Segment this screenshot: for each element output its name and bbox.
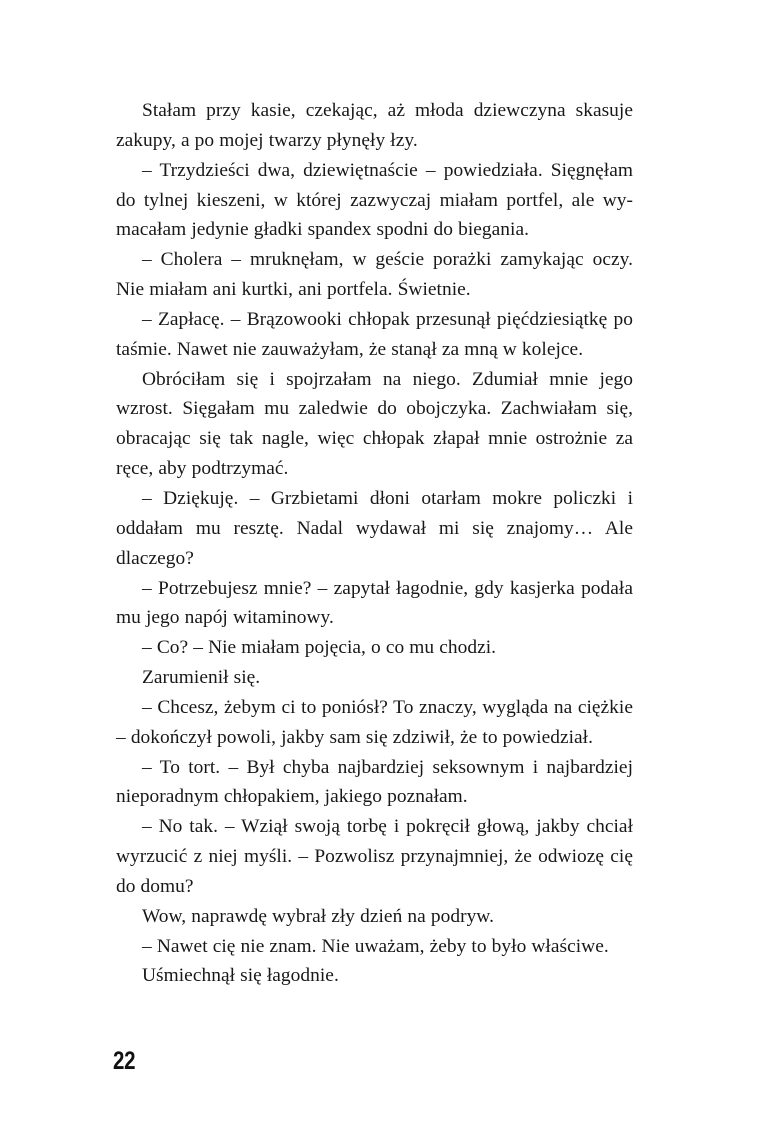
paragraph: Stałam przy kasie, czekając, aż młoda dziewczyna skasuje zakupy, a po mojej twarzy płynęły łzy. [116, 100, 633, 151]
paragraph: – Cholera – mruknęłam, w geście porażki zamykając oczy. Nie miałam ani kurtki, ani portfela. Świetnie. [116, 249, 633, 301]
paragraph: Zarumienił się. [142, 667, 261, 689]
paragraph: – Potrzebujesz mnie? – zapytał łagodnie, gdy kasjerka podała mu jego napój witaminowy. [116, 577, 633, 629]
paragraph: Obróciłam się i spojrzałam na niego. Zdumiał mnie jego wzrost. Sięgałam mu zaledwie do obojczyka. Zachwiałam się, obracając się tak nagle, więc chłopak złapał mnie ostrożnie za ręce, aby podtrzymać. [116, 368, 633, 480]
paragraph: – No tak. – Wziął swoją torbę i pokręcił głową, jakby chciał wyrzucić z niej myśli. – Pozwolisz przynajmniej, że odwiozę cię do domu? [116, 816, 633, 897]
page-number: 22 [113, 1047, 136, 1075]
body-text-block [116, 96, 633, 991]
paragraph: – Dziękuję. – Grzbietami dłoni otarłam mokre policzki i oddałam mu resztę. Nadal wydawał mi się znajomy… Ale dlaczego? [116, 487, 633, 569]
paragraph: – Co? – Nie miałam pojęcia, o co mu chodzi. [142, 637, 497, 659]
paragraph: – Nawet cię nie znam. Nie uważam, żeby to było właściwe. [142, 935, 609, 957]
paragraph: Uśmiechnął się łagodnie. [142, 965, 339, 987]
paragraph: – Trzydzieści dwa, dziewiętnaście – powiedziała. Sięgnęłam do tylnej kieszeni, w której zazwyczaj miałam portfel, ale wymacałam jedynie gładki spandex spodni do biegania. [116, 159, 633, 241]
paragraph: Wow, naprawdę wybrał zły dzień na podryw. [142, 905, 494, 927]
paragraph: – To tort. – Był chyba najbardziej seksownym i najbardziej nieporadnym chłopakiem, jakiego poznałam. [116, 756, 633, 808]
paragraph: – Zapłacę. – Brązowooki chłopak przesunął pięćdziesiątkę po taśmie. Nawet nie zauważyłam, że stanął za mną w kolejce. [116, 308, 633, 360]
paragraph: – Chcesz, żebym ci to poniósł? To znaczy, wygląda na ciężkie – dokończył powoli, jakby sam się zdziwił, że to powiedział. [116, 696, 633, 748]
